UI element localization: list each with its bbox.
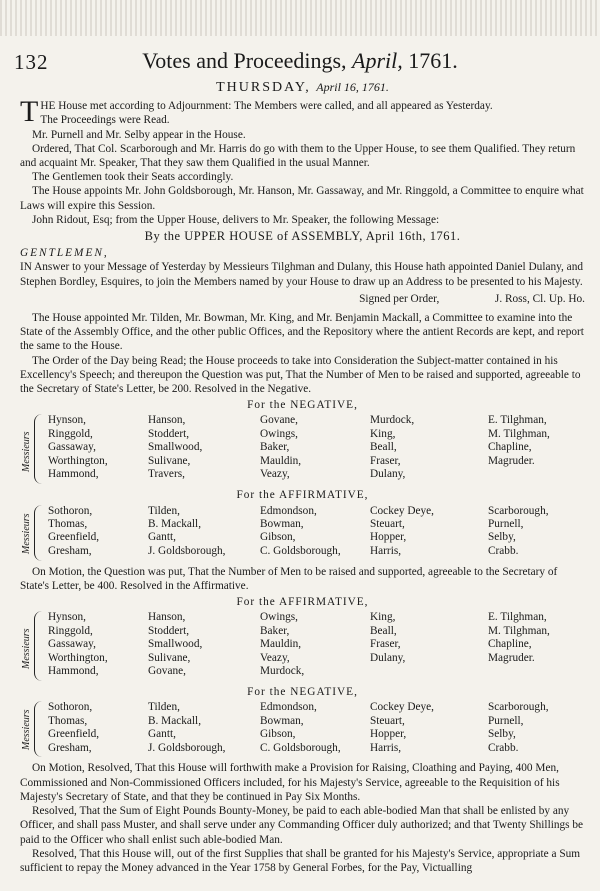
member-name: Beall, (370, 441, 397, 454)
vote1-aff-col-0 (48, 505, 99, 559)
member-name: Hynson, (48, 414, 86, 427)
member-name: Harris, (370, 741, 402, 754)
brace (34, 414, 45, 484)
member-name: Fraser, (370, 454, 401, 467)
member-name: Gassaway, (48, 638, 96, 651)
member-name: King, (370, 611, 396, 624)
member-name: Worthington, (48, 454, 108, 467)
motion-1: On Motion, the Question was put, That the Number of Men to be raised and supported, agreeable to the Secretary of State's Letter, be 400. Resolved in the Affirmative. (20, 565, 558, 592)
vote2-aff-col-2 (260, 611, 304, 678)
member-name: Steuart, (370, 518, 405, 531)
paragraph-b-0: The House appointed Mr. Tilden, Mr. Bowman, Mr. King, and Mr. Benjamin Mackall, a Committee to examine into the State of the Assembly Office, and the other public Offices, and the Repository where the antient Records are kept, and report the same to the House. (20, 312, 584, 353)
member-name: Fraser, (370, 638, 401, 651)
vote2-affirmative-heading: For the AFFIRMATIVE, (236, 596, 369, 609)
paragraph-a-3: The House appoints Mr. John Goldsborough, Mr. Hanson, Mr. Gassaway, and Mr. Ringgold, a Committee to enquire what Laws will expire this Session. (20, 185, 584, 212)
member-name: Mauldin, (260, 454, 302, 467)
member-name: J. Goldsborough, (148, 741, 226, 754)
vote2-neg-col-1 (148, 701, 226, 755)
drop-cap: T (20, 95, 39, 129)
member-name: Magruder. (488, 454, 535, 467)
paragraph-b-1: The Order of the Day being Read; the House proceeds to take into Consideration the Subject-matter contained in his Excellency's Speech; and thereupon the Question was put, That the Number of Men to be raised and supported, agreeable to the Secretary of State's Letter, be 200. Resolved in the Negative. (20, 354, 581, 396)
vote1-aff-col-2 (260, 505, 341, 559)
vote2-aff-col-0 (48, 611, 108, 678)
member-name: Gibson, (260, 531, 296, 544)
opening-paragraph (20, 95, 585, 129)
member-name: Tilden, (148, 504, 180, 517)
member-name: Worthington, (48, 651, 108, 664)
vote2-negative-list (20, 701, 585, 759)
member-name: Steuart, (370, 714, 405, 727)
member-name: Greenfield, (48, 728, 100, 741)
member-name: E. Tilghman, (488, 611, 547, 624)
vote1-neg-col-4 (488, 414, 550, 468)
vote2-neg-col-2 (260, 701, 341, 755)
member-name: Hynson, (48, 611, 86, 624)
member-name: Beall, (370, 624, 397, 637)
member-name: E. Tilghman, (488, 414, 547, 427)
member-name: Thomas, (48, 714, 88, 727)
member-name: Greenfield, (48, 531, 100, 544)
member-name: Smallwood, (148, 441, 203, 454)
member-name: Smallwood, (148, 638, 203, 651)
member-name: Gantt, (148, 531, 176, 544)
member-name: Sothoron, (48, 504, 93, 517)
member-name: Tilden, (148, 701, 180, 714)
member-name: Stoddert, (148, 624, 190, 637)
brace (34, 611, 45, 681)
vote2-negative-heading: For the NEGATIVE, (247, 686, 358, 699)
paragraph-a-4: John Ridout, Esq; from the Upper House, delivers to Mr. Speaker, the following Message: (32, 213, 440, 226)
member-name: B. Mackall, (148, 714, 202, 727)
member-name: Chapline, (488, 638, 532, 651)
brace (34, 505, 45, 561)
vote2-neg-col-3 (370, 701, 434, 755)
vote1-affirmative-heading: For the AFFIRMATIVE, (236, 489, 369, 502)
member-name: Hopper, (370, 728, 407, 741)
messieurs-label: Messieurs (21, 513, 32, 554)
opening-line-2: The Proceedings were Read. (40, 114, 170, 127)
member-name: Sulivane, (148, 651, 191, 664)
member-name: Selby, (488, 531, 516, 544)
message-body: IN Answer to your Message of Yesterday by Messieurs Tilghman and Dulany, this House hath appointed Daniel Dulany, and Stephen Bordley, Esquires, to join the Members named by your House to draw up an Address to be presented to his Majesty. (20, 261, 583, 288)
member-name: Harris, (370, 544, 402, 557)
member-name: Chapline, (488, 441, 532, 454)
member-name: Dulany, (370, 651, 406, 664)
paragraph-c-2: Resolved, That this House will, out of the first Supplies that shall be granted for his Majesty's Service, appropriate a Sum sufficient to repay the Money advanced in the Year 1758 by General Forbes, for the Pay, Victualling (20, 847, 581, 874)
member-name: Dulany, (370, 468, 406, 481)
page-number: 132 (14, 50, 49, 74)
member-name: Purnell, (488, 714, 524, 727)
member-name: Gibson, (260, 728, 296, 741)
member-name: Gresham, (48, 544, 92, 557)
brace (34, 701, 45, 757)
signature-line (20, 292, 585, 306)
member-name: J. Goldsborough, (148, 544, 226, 557)
day-label: THURSDAY, (216, 80, 311, 95)
vote1-aff-col-3 (370, 505, 434, 559)
vote1-neg-col-1 (148, 414, 202, 481)
member-name: Owings, (260, 611, 298, 624)
member-name: Bowman, (260, 518, 304, 531)
vote2-aff-col-4 (488, 611, 550, 665)
member-name: Purnell, (488, 518, 524, 531)
member-name: Gresham, (48, 741, 92, 754)
messieurs-label: Messieurs (21, 629, 32, 670)
member-name: Govane, (260, 414, 298, 427)
date-line (20, 80, 585, 95)
member-name: Hammond, (48, 664, 99, 677)
vote1-neg-col-3 (370, 414, 414, 481)
page-body (20, 80, 585, 875)
member-name: Scarborough, (488, 701, 549, 714)
vote2-neg-col-0 (48, 701, 99, 755)
member-name: Hanson, (148, 611, 186, 624)
vote1-aff-col-4 (488, 505, 549, 559)
vote2-affirmative-list (20, 611, 585, 683)
signed-label: Signed per Order, (359, 292, 440, 305)
member-name: Baker, (260, 624, 290, 637)
paragraph-c-0: On Motion, Resolved, That this House will forthwith make a Provision for Raising, Cloathing and Paying, 400 Men, Commissioned and Non-Commissioned Officers included, for his Majesty's Service, agreeable to the Requisition of his Majesty's Secretary of State, and that they be continued in Pay Six Months. (20, 762, 560, 803)
vote1-negative-list (20, 414, 585, 486)
paragraph-a-2: The Gentlemen took their Seats accordingly. (32, 171, 234, 184)
member-name: Baker, (260, 441, 290, 454)
member-name: Hopper, (370, 531, 407, 544)
member-name: Crabb. (488, 741, 519, 754)
member-name: Cockey Deye, (370, 701, 434, 714)
vote1-negative-heading: For the NEGATIVE, (247, 399, 358, 412)
member-name: Cockey Deye, (370, 504, 434, 517)
member-name: Scarborough, (488, 504, 549, 517)
member-name: Gantt, (148, 728, 176, 741)
member-name: Ringgold, (48, 624, 93, 637)
member-name: Magruder. (488, 651, 535, 664)
page-top-edge (0, 0, 600, 36)
member-name: Owings, (260, 427, 298, 440)
member-name: Gassaway, (48, 441, 96, 454)
vote1-affirmative-list (20, 505, 585, 563)
member-name: Stoddert, (148, 427, 190, 440)
member-name: C. Goldsborough, (260, 544, 341, 557)
member-name: Murdock, (370, 414, 415, 427)
member-name: Bowman, (260, 714, 304, 727)
member-name: Thomas, (48, 518, 88, 531)
member-name: Ringgold, (48, 427, 93, 440)
opening-line-1: HE House met according to Adjournment: The Members were called, and all appeared as Yesterday. (40, 100, 493, 113)
member-name: Sothoron, (48, 701, 93, 714)
running-title (0, 48, 600, 74)
running-title-month: April, (352, 48, 403, 73)
member-name: Sulivane, (148, 454, 191, 467)
running-title-year: 1761. (408, 48, 458, 73)
message-heading: By the UPPER HOUSE of ASSEMBLY, April 16th, 1761. (144, 229, 461, 244)
member-name: King, (370, 427, 396, 440)
vote2-aff-col-3 (370, 611, 405, 665)
member-name: Crabb. (488, 544, 519, 557)
member-name: Travers, (148, 468, 185, 481)
vote2-neg-col-4 (488, 701, 549, 755)
vote1-neg-col-0 (48, 414, 108, 481)
date-value: April 16, 1761. (316, 80, 389, 94)
member-name: Edmondson, (260, 701, 317, 714)
signed-name: J. Ross, Cl. Up. Ho. (494, 292, 585, 305)
gentlemen-salutation: GENTLEMEN, (20, 247, 109, 260)
member-name: Mauldin, (260, 638, 302, 651)
vote2-aff-col-1 (148, 611, 202, 678)
vote1-neg-col-2 (260, 414, 301, 481)
member-name: Veazy, (260, 468, 290, 481)
member-name: Govane, (148, 664, 186, 677)
member-name: Hanson, (148, 414, 186, 427)
member-name: Hammond, (48, 468, 99, 481)
member-name: Edmondson, (260, 504, 317, 517)
paragraph-c-1: Resolved, That the Sum of Eight Pounds Bounty-Money, be paid to each able-bodied Man that shall be enlisted by any Officer, and shall pass Muster, and shall serve under any Commanding Officer duly authorized; and that Twenty Shillings be paid to the Officer who shall enlist such able-bodied Man. (20, 805, 584, 846)
member-name: B. Mackall, (148, 518, 202, 531)
running-title-main: Votes and Proceedings, (142, 48, 347, 73)
messieurs-label: Messieurs (21, 710, 32, 751)
member-name: M. Tilghman, (488, 624, 550, 637)
member-name: C. Goldsborough, (260, 741, 341, 754)
member-name: Murdock, (260, 664, 305, 677)
page-header (0, 44, 600, 74)
paragraph-a-1: Ordered, That Col. Scarborough and Mr. Harris do go with them to the Upper House, to see them Qualified. They return and acquaint Mr. Speaker, That they saw them Qualified in the usual Manner. (20, 142, 576, 170)
member-name: Veazy, (260, 651, 290, 664)
messieurs-label: Messieurs (21, 432, 32, 473)
paragraph-a-0: Mr. Purnell and Mr. Selby appear in the House. (32, 128, 246, 141)
member-name: M. Tilghman, (488, 427, 550, 440)
vote1-aff-col-1 (148, 505, 226, 559)
member-name: Selby, (488, 728, 516, 741)
